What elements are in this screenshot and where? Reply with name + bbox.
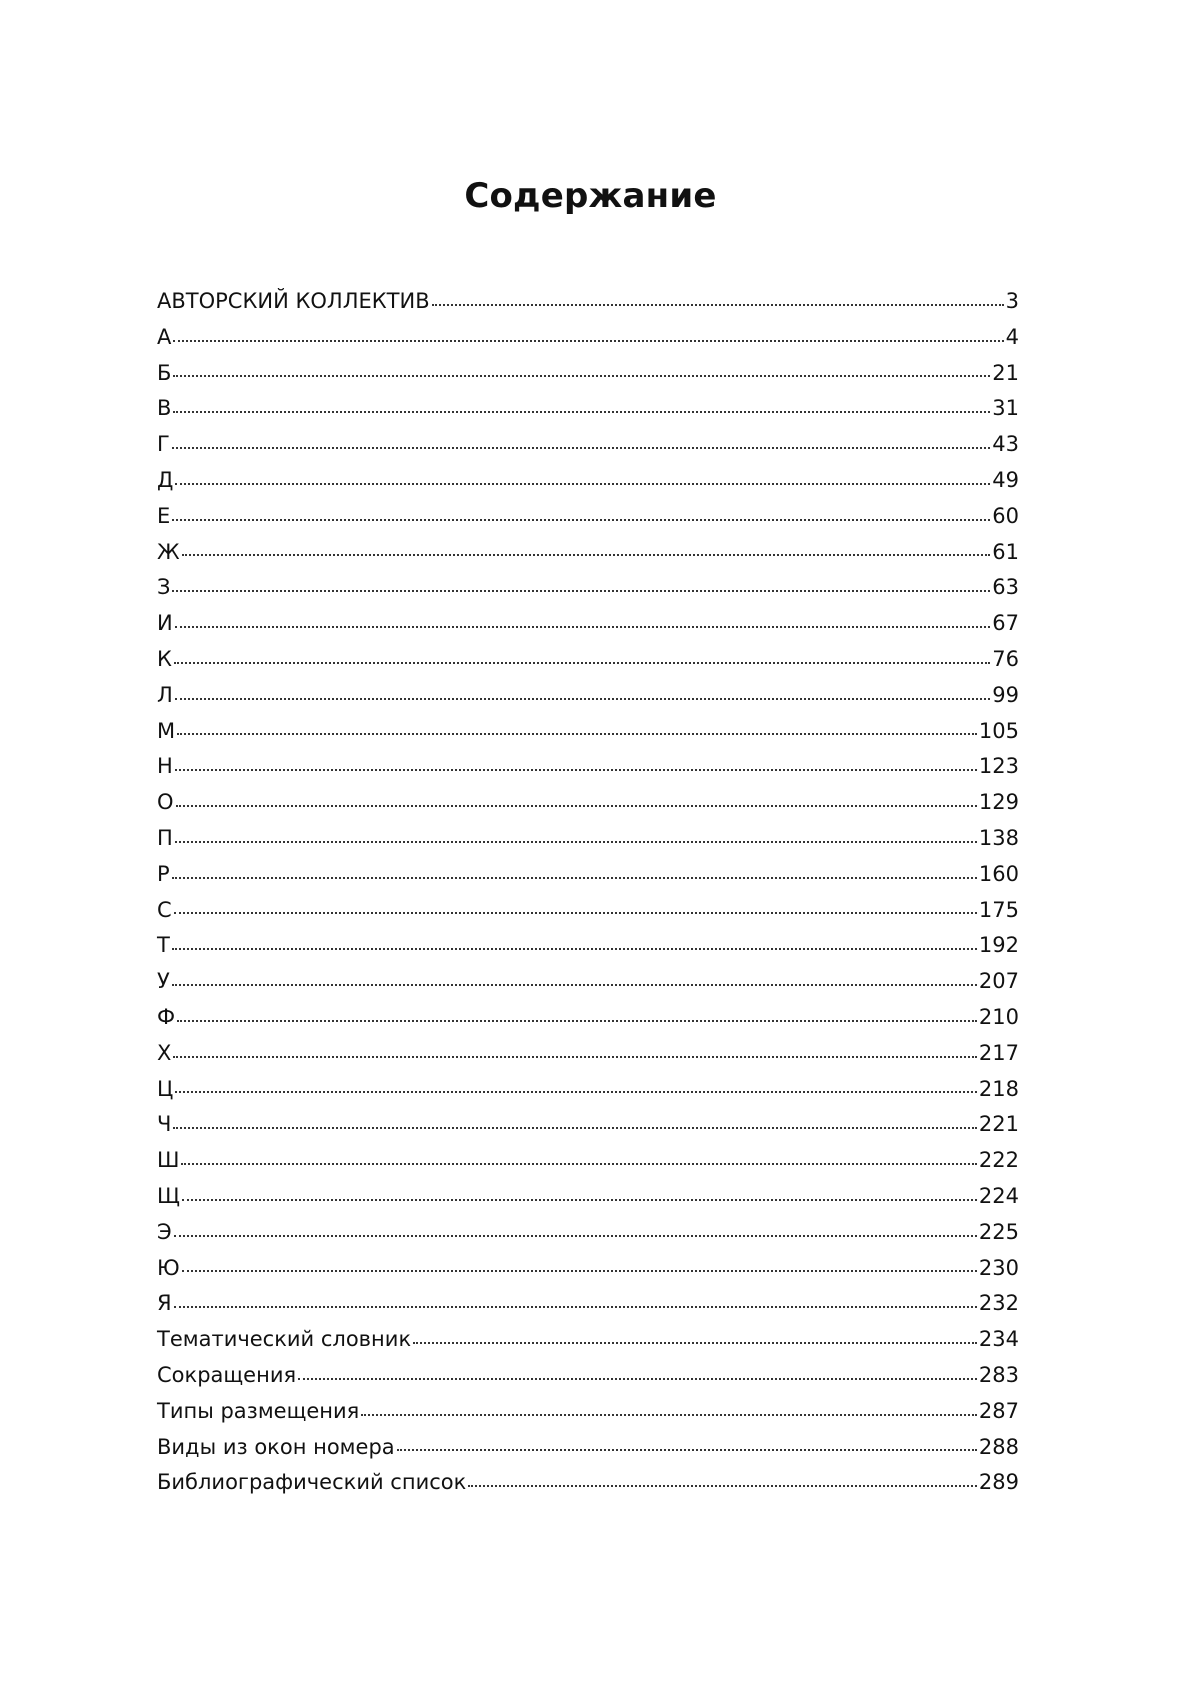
dot-leader (173, 340, 1003, 342)
toc-entry (157, 356, 1019, 392)
toc-entry-page-number: 63 (992, 575, 1019, 600)
toc-entry-label: В (157, 396, 172, 421)
dot-leader (432, 304, 1004, 306)
toc-entry (157, 821, 1019, 857)
toc-entry (157, 893, 1019, 929)
toc-entry (157, 1394, 1019, 1430)
dot-leader (172, 877, 977, 879)
toc-entry-page-number: 175 (978, 897, 1019, 922)
toc-entry-label: Ф (157, 1004, 176, 1029)
toc-entry-page-number: 3 (1005, 289, 1019, 313)
toc-entry (157, 606, 1019, 642)
dot-leader (397, 1449, 977, 1451)
toc-entry-label: Д (157, 467, 174, 492)
toc-entry-page-number: 232 (978, 1291, 1019, 1316)
dot-leader (174, 912, 977, 914)
toc-entry (157, 320, 1019, 356)
toc-entry-label: И (157, 611, 173, 636)
toc-entry-page-number: 123 (978, 754, 1019, 779)
toc-entry-label: А (157, 324, 172, 349)
toc-entry-label: Ж (157, 539, 180, 564)
toc-entry-page-number: 230 (978, 1255, 1019, 1280)
toc-entry (157, 1286, 1019, 1322)
toc-entry-page-number: 61 (992, 539, 1019, 564)
toc-entry-page-number: 99 (992, 682, 1019, 707)
page-title: Содержание (464, 176, 717, 216)
toc-entry-page-number: 224 (978, 1183, 1019, 1208)
toc-entry-label: Ч (157, 1112, 172, 1137)
toc-entry-label: М (157, 718, 176, 743)
dot-leader (172, 519, 990, 521)
dot-leader (177, 733, 977, 735)
toc-entry-page-number: 225 (978, 1219, 1019, 1244)
toc-entry-page-number: 288 (978, 1434, 1019, 1459)
toc-entry-page-number: 234 (978, 1327, 1019, 1352)
dot-leader (174, 662, 990, 664)
toc-entry-label: К (157, 646, 172, 671)
toc-entry-label: Щ (157, 1183, 180, 1208)
dot-leader (468, 1485, 977, 1487)
toc-entry-page-number: 283 (978, 1362, 1019, 1387)
toc-entry-label: Сокращения (157, 1362, 297, 1387)
toc-entry (157, 1430, 1019, 1466)
toc-entry-label: Виды из окон номера (157, 1434, 395, 1459)
dot-leader (173, 1127, 977, 1129)
toc-entry (157, 1107, 1019, 1143)
toc-entry-label: Г (157, 432, 170, 457)
toc-entry (157, 284, 1019, 320)
dot-leader (172, 590, 990, 592)
dot-leader (181, 1163, 976, 1165)
toc-entry-page-number: 192 (978, 933, 1019, 958)
toc-entry-label: Т (157, 933, 170, 958)
toc-entry (157, 463, 1019, 499)
toc-entry-page-number: 76 (992, 646, 1019, 671)
toc-entry (157, 964, 1019, 1000)
dot-leader (174, 1306, 977, 1308)
toc-entry-page-number: 138 (978, 825, 1019, 850)
toc-entry (157, 1072, 1019, 1108)
dot-leader (298, 1378, 977, 1380)
toc-entry-page-number: 221 (978, 1112, 1019, 1137)
dot-leader (173, 375, 990, 377)
table-of-contents (157, 284, 1019, 1501)
dot-leader (361, 1414, 977, 1416)
toc-entry-page-number: 67 (992, 611, 1019, 636)
toc-entry-label: З (157, 575, 171, 600)
dot-leader (413, 1342, 977, 1344)
toc-entry-label: Я (157, 1291, 172, 1316)
toc-entry-page-number: 49 (992, 467, 1019, 492)
toc-entry-page-number: 4 (1005, 324, 1019, 349)
toc-entry (157, 570, 1019, 606)
toc-entry (157, 642, 1019, 678)
toc-entry (157, 928, 1019, 964)
toc-entry-page-number: 218 (978, 1076, 1019, 1101)
dot-leader (175, 841, 977, 843)
dot-leader (175, 483, 990, 485)
toc-entry-label: Л (157, 682, 173, 707)
toc-entry-label: Р (157, 861, 170, 886)
toc-entry-page-number: 289 (978, 1470, 1019, 1495)
dot-leader (173, 411, 990, 413)
toc-entry-label: Х (157, 1040, 172, 1065)
toc-entry-label: П (157, 825, 173, 850)
toc-entry (157, 1358, 1019, 1394)
toc-entry-label: Э (157, 1219, 172, 1244)
dot-leader (172, 984, 977, 986)
toc-entry (157, 1179, 1019, 1215)
toc-entry-label: Б (157, 360, 172, 385)
dot-leader (175, 769, 977, 771)
toc-entry (157, 1251, 1019, 1287)
toc-entry-label: Тематический словник (157, 1327, 412, 1352)
toc-entry-page-number: 105 (978, 718, 1019, 743)
dot-leader (174, 1235, 977, 1237)
toc-entry-page-number: 287 (978, 1398, 1019, 1423)
toc-entry-label: Библиографический список (157, 1470, 467, 1495)
toc-entry-label: Типы размещения (157, 1398, 360, 1423)
toc-entry (157, 749, 1019, 785)
toc-entry-label: Ю (157, 1255, 180, 1280)
dot-leader (175, 626, 991, 628)
toc-entry (157, 1322, 1019, 1358)
toc-entry (157, 1036, 1019, 1072)
toc-entry (157, 1465, 1019, 1501)
dot-leader (177, 1020, 977, 1022)
toc-entry (157, 427, 1019, 463)
toc-entry-label: Ш (157, 1148, 180, 1173)
toc-entry (157, 857, 1019, 893)
toc-entry (157, 391, 1019, 427)
toc-entry-label: Н (157, 754, 173, 779)
toc-entry-label: Ц (157, 1076, 174, 1101)
dot-leader (182, 1270, 977, 1272)
toc-entry-page-number: 160 (978, 861, 1019, 886)
toc-entry-page-number: 21 (992, 360, 1019, 385)
toc-entry-page-number: 207 (978, 969, 1019, 994)
toc-entry (157, 678, 1019, 714)
toc-entry-label: У (157, 969, 170, 994)
toc-entry-page-number: 222 (978, 1148, 1019, 1173)
toc-entry-label: АВТОРСКИЙ КОЛЛЕКТИВ (157, 289, 430, 313)
toc-entry-label: Е (157, 503, 171, 528)
toc-entry (157, 785, 1019, 821)
toc-entry-page-number: 60 (992, 503, 1019, 528)
toc-entry-page-number: 210 (978, 1004, 1019, 1029)
dot-leader (175, 698, 990, 700)
dot-leader (182, 554, 991, 556)
toc-entry-page-number: 43 (992, 432, 1019, 457)
dot-leader (172, 948, 977, 950)
dot-leader (173, 1056, 977, 1058)
toc-entry (157, 1000, 1019, 1036)
dot-leader (175, 1091, 977, 1093)
toc-entry (157, 1215, 1019, 1251)
toc-entry-label: С (157, 897, 172, 922)
toc-entry (157, 1143, 1019, 1179)
dot-leader (182, 1199, 977, 1201)
toc-entry-page-number: 129 (978, 790, 1019, 815)
toc-entry-page-number: 31 (992, 396, 1019, 421)
dot-leader (172, 447, 990, 449)
toc-entry (157, 714, 1019, 750)
toc-entry (157, 499, 1019, 535)
toc-entry-label: О (157, 790, 174, 815)
toc-entry (157, 535, 1019, 571)
toc-entry-page-number: 217 (978, 1040, 1019, 1065)
dot-leader (176, 805, 977, 807)
